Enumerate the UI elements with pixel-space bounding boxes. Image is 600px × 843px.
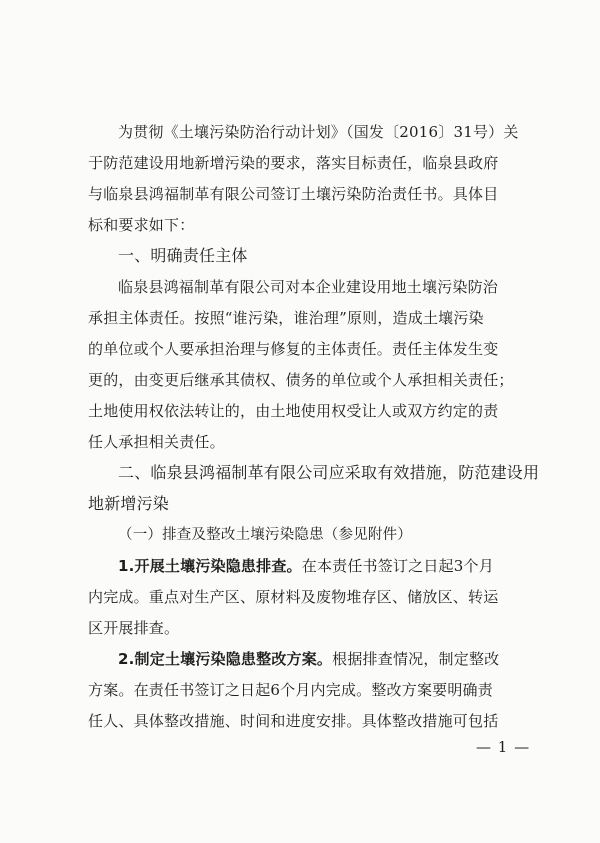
section-2-subheading: （一）排查及整改土壤污染隐患（参见附件） [118,527,412,543]
page-number: — 1 — [476,738,531,756]
intro-line-4: 标和要求如下： [88,216,195,234]
section-1-line-6: 任人承担相关责任。 [88,433,225,451]
item-2-line-2: 方案。在责任书签订之日起6个月内完成。整改方案要明确责 [88,681,493,699]
item-2-line-1 [118,649,499,669]
section-1-line-1: 临泉县鸿福制革有限公司对本企业建设用地土壤污染防治 [118,278,499,296]
intro-line-3: 与临泉县鸿福制革有限公司签订土壤污染防治责任书。具体目 [88,185,499,203]
item-1-text: 在本责任书签订之日起3个月 [301,557,494,575]
intro-line-2: 于防范建设用地新增污染的要求，落实目标责任，临泉县政府 [88,154,499,172]
item-2-text: 根据排查情况，制定整改 [332,650,500,668]
item-1-line-2: 内完成。重点对生产区、原材料及废物堆存区、储放区、转运 [88,588,499,606]
section-2-heading-line-2: 地新增污染 [88,494,170,513]
section-1-line-2: 承担主体责任。按照“谁污染，谁治理”原则，造成土壤污染 [88,309,484,327]
item-1-line-1 [118,556,494,576]
section-1-heading: 一、明确责任主体 [118,246,248,265]
intro-line-1: 为贯彻《土壤污染防治行动计划》（国发〔2016〕31号）关 [118,123,519,141]
section-1-line-3: 的单位或个人要承担治理与修复的主体责任。责任主体发生变 [88,340,499,358]
section-1-line-5: 土地使用权依法转让的，由土地使用权受让人或双方约定的责 [88,402,499,420]
section-2-heading-line-1: 二、临泉县鸿福制革有限公司应采取有效措施，防范建设用 [118,463,540,482]
item-1-line-3: 区开展排查。 [88,619,180,637]
section-1-line-4: 更的，由变更后继承其债权、债务的单位或个人承担相关责任； [88,371,514,389]
item-2-line-3: 任人、具体整改措施、时间和进度安排。具体整改措施可包括 [88,712,499,730]
item-1-title: 1.开展土壤污染隐患排查。 [118,557,302,575]
item-2-title: 2.制定土壤污染隐患整改方案。 [118,650,333,668]
